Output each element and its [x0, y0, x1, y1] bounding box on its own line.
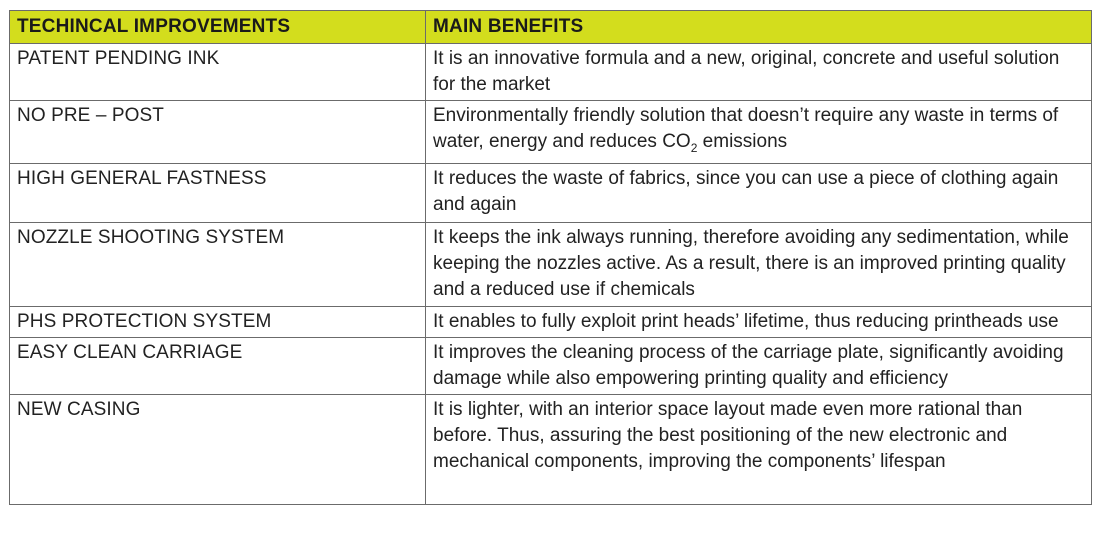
- improvement-cell: NOZZLE SHOOTING SYSTEM: [10, 222, 426, 306]
- table-row: [10, 394, 1092, 504]
- table-row: [10, 222, 1092, 306]
- table-row: [10, 44, 1092, 101]
- benefit-cell: It improves the cleaning process of the carriage plate, significantly avoiding damage while also empowering printing quality and efficiency: [426, 337, 1092, 394]
- header-main-benefits: MAIN BENEFITS: [426, 11, 1092, 44]
- table-row: [10, 163, 1092, 222]
- benefit-cell: [426, 101, 1092, 164]
- benefit-text: Environmentally friendly solution that doesn’t require any waste in terms of water, energy and reduces CO: [433, 105, 1059, 152]
- benefit-suffix: emissions: [697, 131, 788, 152]
- improvement-cell: PHS PROTECTION SYSTEM: [10, 306, 426, 337]
- improvement-cell: NEW CASING: [10, 394, 426, 504]
- benefit-cell: It reduces the waste of fabrics, since you can use a piece of clothing again and again: [426, 163, 1092, 222]
- benefit-cell: It keeps the ink always running, therefore avoiding any sedimentation, while keeping the nozzles active. As a result, there is an improved printing quality and a reduced use if chemicals: [426, 222, 1092, 306]
- improvement-cell: HIGH GENERAL FASTNESS: [10, 163, 426, 222]
- benefit-cell: It enables to fully exploit print heads’ lifetime, thus reducing printheads use: [426, 306, 1092, 337]
- table-row: [10, 306, 1092, 337]
- table-header: [10, 11, 1092, 44]
- co2-subscript: 2: [690, 140, 698, 155]
- table-body: [10, 44, 1092, 505]
- header-row: [10, 11, 1092, 44]
- benefit-cell: It is an innovative formula and a new, original, concrete and useful solution for the market: [426, 44, 1092, 101]
- improvement-cell: NO PRE – POST: [10, 101, 426, 164]
- improvement-cell: PATENT PENDING INK: [10, 44, 426, 101]
- benefit-cell: It is lighter, with an interior space layout made even more rational than before. Thus, assuring the best positioning of the new electronic and mechanical components, improving the components’ lifespan: [426, 394, 1092, 504]
- improvements-benefits-table: [9, 10, 1092, 505]
- improvement-cell: EASY CLEAN CARRIAGE: [10, 337, 426, 394]
- table-row: [10, 337, 1092, 394]
- table-row: [10, 101, 1092, 164]
- header-technical-improvements: TECHINCAL IMPROVEMENTS: [10, 11, 426, 44]
